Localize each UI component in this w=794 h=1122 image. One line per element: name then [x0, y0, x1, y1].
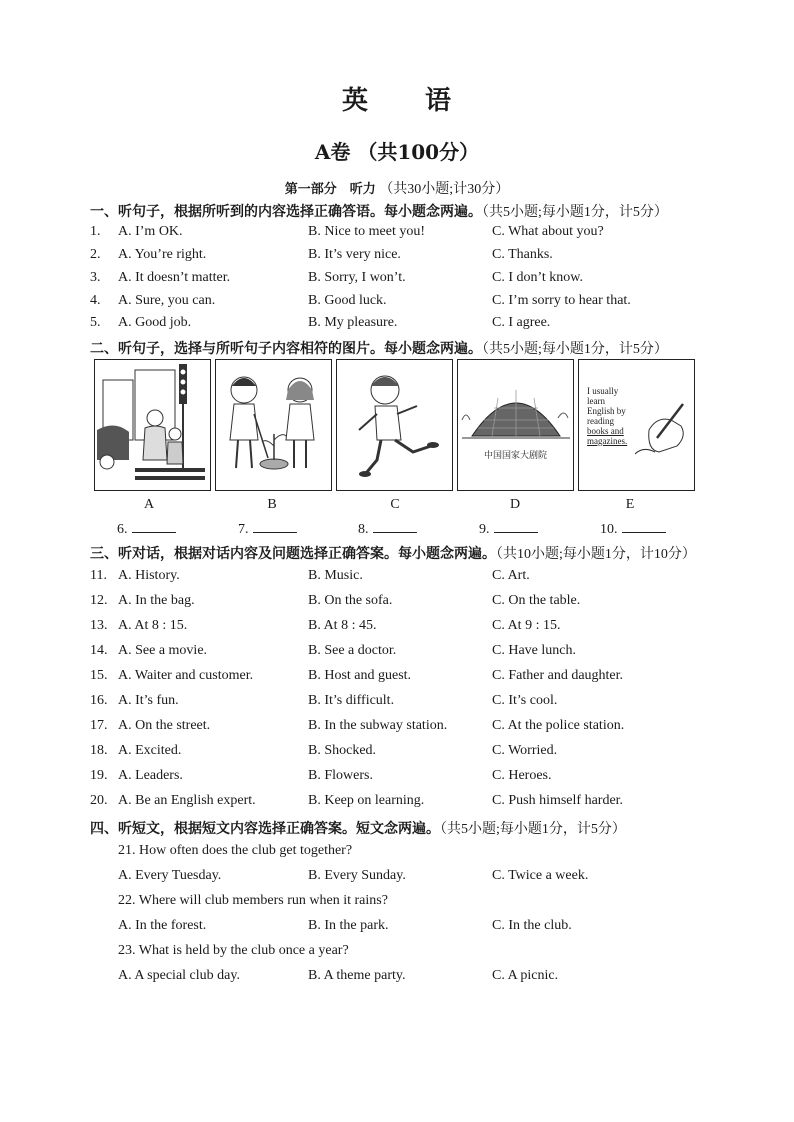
option-c: C. I don’t know. — [492, 270, 583, 285]
question-row — [90, 315, 730, 335]
question-row — [90, 293, 730, 313]
option-a: A. Waiter and customer. — [118, 668, 254, 683]
blank-number: 9. — [479, 522, 490, 537]
section2-heading-text: 二、听句子，选择与所听句子内容相符的图片。每小题念两遍。 — [90, 341, 482, 357]
option-b: B. Sorry, I won’t. — [308, 270, 406, 285]
picture-e-line: I usually — [587, 386, 619, 396]
option-a: A. See a movie. — [118, 643, 208, 658]
option-a: A. Sure, you can. — [118, 293, 216, 308]
picture-label: E — [625, 497, 635, 512]
option-a: A. Every Tuesday. — [118, 868, 222, 883]
question-number: 4. — [90, 293, 101, 308]
question-text: 21. How often does the club get together? — [118, 843, 353, 858]
option-b: B. It’s very nice. — [308, 247, 401, 262]
question-number: 15. — [90, 668, 108, 683]
option-c: C. On the table. — [492, 593, 581, 608]
option-c: C. Have lunch. — [492, 643, 576, 658]
option-a: A. Be an English expert. — [118, 793, 256, 808]
picture-strip — [94, 359, 694, 491]
section4-heading-text: 四、听短文，根据短文内容选择正确答案。短文念两遍。 — [90, 821, 440, 837]
question-text: 22. Where will club members run when it rains? — [118, 893, 388, 908]
question-row — [90, 618, 730, 638]
option-a: A. At 8 : 15. — [118, 618, 188, 633]
street-scene-illustration — [95, 360, 210, 490]
title-char-left: 英 — [341, 86, 369, 116]
section3-heading — [90, 543, 696, 563]
question-number: 5. — [90, 315, 101, 330]
answer-blank[interactable] — [479, 520, 538, 538]
option-a: A. It doesn’t matter. — [118, 270, 231, 285]
grand-theatre-caption: 中国国家大剧院 — [483, 451, 547, 461]
option-c: C. Twice a week. — [492, 868, 589, 883]
question-stem — [90, 893, 730, 913]
option-c: C. In the club. — [492, 918, 572, 933]
paper-subtitle: A卷 （共100分） — [314, 140, 480, 164]
question-row — [90, 968, 730, 988]
option-b: B. On the sofa. — [308, 593, 393, 608]
running-boy-illustration — [337, 360, 452, 490]
question-number: 17. — [90, 718, 108, 733]
question-row — [90, 224, 730, 244]
question-number: 14. — [90, 643, 108, 658]
picture-e-line: books and — [587, 426, 624, 436]
option-b: B. At 8 : 45. — [308, 618, 377, 633]
question-row — [90, 868, 730, 888]
option-b: B. See a doctor. — [308, 643, 397, 658]
option-b: B. In the subway station. — [308, 718, 448, 733]
title-char-right: 语 — [425, 86, 453, 116]
section1-heading-text: 一、听句子，根据所听到的内容选择正确答语。每小题念两遍。 — [90, 204, 482, 220]
blank-number: 7. — [238, 522, 249, 537]
part-heading — [0, 178, 794, 198]
picture-d-grand-theatre — [457, 359, 574, 491]
picture-b-planting-tree — [215, 359, 332, 491]
option-b: B. Nice to meet you! — [308, 224, 426, 239]
question-row — [90, 568, 730, 588]
section3-heading-text: 三、听对话，根据对话内容及问题选择正确答案。每小题念两遍。 — [90, 546, 496, 562]
picture-e-line: reading — [587, 416, 614, 426]
question-row — [90, 743, 730, 763]
option-c: C. Heroes. — [492, 768, 552, 783]
blank-number: 6. — [117, 522, 128, 537]
question-text: 23. What is held by the club once a year? — [118, 943, 349, 958]
option-b: B. Good luck. — [308, 293, 387, 308]
section1-heading-count: （共5小题;每小题1分，计5分） — [482, 205, 668, 220]
question-row — [90, 793, 730, 813]
question-number: 2. — [90, 247, 101, 262]
question-stem — [90, 843, 730, 863]
option-a: A. In the bag. — [118, 593, 195, 608]
option-b: B. It’s difficult. — [308, 693, 395, 708]
option-b: B. Shocked. — [308, 743, 377, 758]
option-c: C. At 9 : 15. — [492, 618, 561, 633]
option-c: C. At the police station. — [492, 718, 625, 733]
question-number: 11. — [90, 568, 107, 583]
option-b: B. My pleasure. — [308, 315, 398, 330]
option-b: B. Keep on learning. — [308, 793, 425, 808]
section2-heading — [90, 338, 668, 358]
option-a: A. History. — [118, 568, 180, 583]
option-c: C. Father and daughter. — [492, 668, 624, 683]
answer-blank[interactable] — [238, 520, 297, 538]
question-row — [90, 668, 730, 688]
question-row — [90, 768, 730, 788]
question-row — [90, 693, 730, 713]
option-c: C. Art. — [492, 568, 530, 583]
option-b: B. In the park. — [308, 918, 389, 933]
page-title — [0, 80, 794, 117]
option-c: C. A picnic. — [492, 968, 559, 983]
question-number: 16. — [90, 693, 108, 708]
picture-label: D — [509, 497, 521, 512]
answer-blank[interactable] — [358, 520, 417, 538]
question-number: 20. — [90, 793, 108, 808]
question-row — [90, 593, 730, 613]
option-a: A. Excited. — [118, 743, 182, 758]
answer-blank[interactable] — [117, 520, 176, 538]
question-number: 3. — [90, 270, 101, 285]
option-a: A. You’re right. — [118, 247, 207, 262]
section1-heading — [90, 201, 668, 221]
option-a: A. On the street. — [118, 718, 211, 733]
option-c: C. Thanks. — [492, 247, 553, 262]
picture-e-writing-hand — [578, 359, 695, 491]
option-a: A. Leaders. — [118, 768, 183, 783]
writing-hand-icon — [579, 360, 694, 490]
option-b: B. A theme party. — [308, 968, 406, 983]
question-row — [90, 918, 730, 938]
blank-number: 8. — [358, 522, 369, 537]
section3-heading-count: （共10小题;每小题1分，计10分） — [496, 547, 696, 562]
section4-heading-count: （共5小题;每小题1分，计5分） — [440, 822, 626, 837]
question-row — [90, 643, 730, 663]
question-row — [90, 247, 730, 267]
option-c: C. What about you? — [492, 224, 604, 239]
option-c: C. Worried. — [492, 743, 558, 758]
question-stem — [90, 943, 730, 963]
question-number: 1. — [90, 224, 101, 239]
part-heading-title: 第一部分 听力 — [284, 182, 376, 197]
question-row — [90, 270, 730, 290]
option-b: B. Host and guest. — [308, 668, 412, 683]
option-a: A. A special club day. — [118, 968, 240, 983]
planting-illustration — [216, 360, 331, 490]
section2-heading-count: （共5小题;每小题1分，计5分） — [482, 342, 668, 357]
picture-a-street-crossing — [94, 359, 211, 491]
option-b: B. Flowers. — [308, 768, 373, 783]
answer-blank[interactable] — [600, 520, 666, 538]
option-a: A. In the forest. — [118, 918, 207, 933]
picture-label: B — [267, 497, 277, 512]
option-c: C. Push himself harder. — [492, 793, 624, 808]
picture-c-running-boy — [336, 359, 453, 491]
option-a: A. Good job. — [118, 315, 192, 330]
blank-number: 10. — [600, 522, 618, 537]
picture-label: A — [143, 497, 155, 512]
option-b: B. Every Sunday. — [308, 868, 406, 883]
picture-label: C — [390, 497, 400, 512]
option-a: A. It’s fun. — [118, 693, 179, 708]
option-c: C. It’s cool. — [492, 693, 558, 708]
section4-heading — [90, 818, 626, 838]
question-row — [90, 718, 730, 738]
question-number: 12. — [90, 593, 108, 608]
option-c: C. I’m sorry to hear that. — [492, 293, 631, 308]
option-c: C. I agree. — [492, 315, 551, 330]
picture-e-line: magazines. — [587, 436, 628, 446]
part-heading-count: （共30小题;计30分） — [379, 182, 510, 197]
question-number: 19. — [90, 768, 108, 783]
option-a: A. I’m OK. — [118, 224, 183, 239]
picture-e-line: learn — [587, 396, 605, 406]
picture-e-line: English by — [587, 406, 626, 416]
grand-theatre-illustration — [458, 360, 573, 490]
question-number: 18. — [90, 743, 108, 758]
option-b: B. Music. — [308, 568, 363, 583]
question-number: 13. — [90, 618, 108, 633]
